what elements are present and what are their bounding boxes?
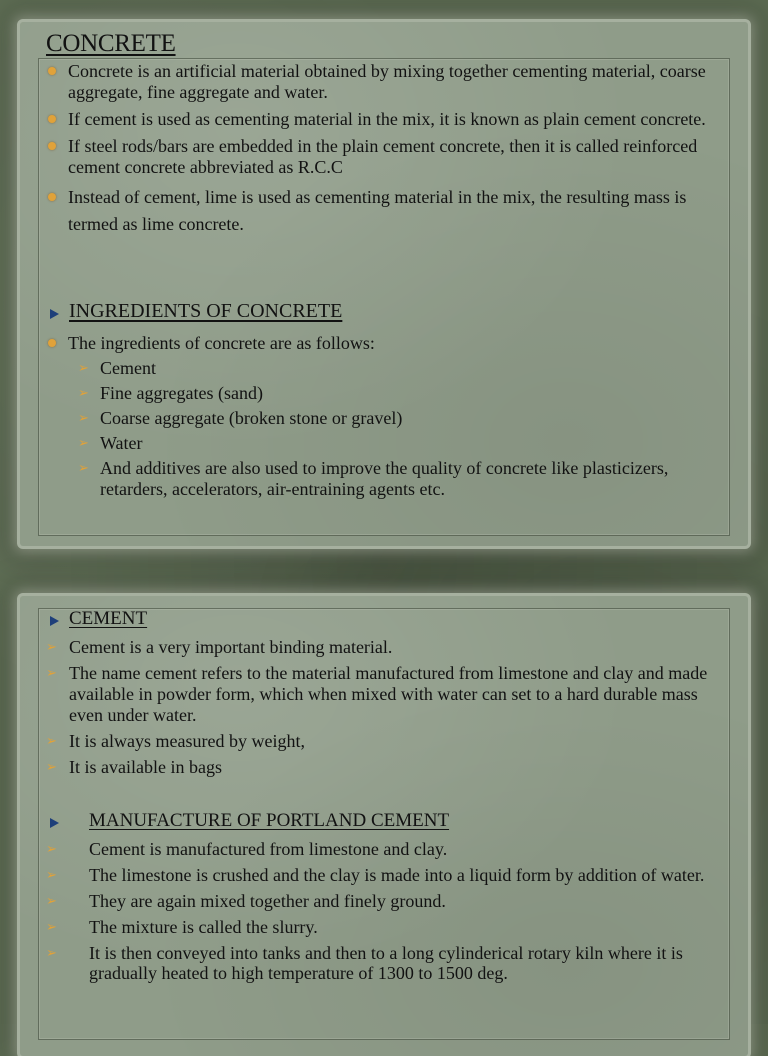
section-heading: INGREDIENTS OF CONCRETE	[69, 300, 343, 322]
arrow-bullet-icon: ➢	[78, 411, 89, 426]
blue-triangle-icon	[50, 616, 59, 626]
blue-triangle-icon	[50, 309, 59, 319]
list-item: ➢ Cement is manufactured from limestone and clay.	[46, 839, 448, 859]
orange-dot-icon	[48, 339, 56, 347]
concrete-bullets	[46, 61, 716, 238]
list-item: ➢ Cement is a very important binding material.	[46, 637, 393, 657]
list-item: ➢ The mixture is called the slurry.	[46, 917, 318, 937]
cement-heading-row	[46, 608, 716, 630]
orange-dot-icon	[48, 142, 56, 150]
arrow-bullet-icon: ➢	[46, 946, 57, 961]
manufacture-heading-row	[46, 810, 716, 832]
arrow-bullet-icon: ➢	[46, 868, 57, 883]
blue-triangle-icon	[50, 818, 59, 828]
list-item: ➢ It is always measured by weight,	[46, 731, 305, 751]
list-item: ➢ Coarse aggregate (broken stone or gravel)	[78, 408, 403, 428]
section-intro: The ingredients of concrete are as follows:	[46, 333, 738, 354]
orange-dot-icon	[48, 67, 56, 75]
list-item: ➢ Water	[78, 433, 143, 453]
arrow-bullet-icon: ➢	[78, 436, 89, 451]
list-item: ➢ Cement	[78, 358, 156, 378]
list-item: ➢ It is then conveyed into tanks and then to a long cylinderical rotary kiln where it is gradually heated to high temperature of 1300 to 1500 deg.	[46, 943, 683, 983]
arrow-bullet-icon: ➢	[78, 386, 89, 401]
list-item: ➢ The limestone is crushed and the clay is made into a liquid form by addition of water.	[46, 865, 705, 885]
list-item: If cement is used as cementing material in the mix, it is known as plain cement concrete.	[46, 109, 716, 130]
arrow-bullet-icon: ➢	[78, 461, 89, 476]
ingredients-list	[78, 358, 708, 500]
arrow-bullet-icon: ➢	[46, 894, 57, 909]
section-heading: MANUFACTURE OF PORTLAND CEMENT	[89, 810, 450, 831]
arrow-bullet-icon: ➢	[46, 666, 57, 681]
list-item: Concrete is an artificial material obtained by mixing together cementing material, coarse aggregate, fine aggregate and water.	[46, 61, 716, 103]
list-item: ➢ And additives are also used to improve the quality of concrete like plasticizers, retarders, accelerators, air-entraining agents etc.	[78, 458, 669, 499]
orange-dot-icon	[48, 115, 56, 123]
list-item: ➢ Fine aggregates (sand)	[78, 383, 263, 403]
manufacture-list	[46, 839, 716, 983]
arrow-bullet-icon: ➢	[46, 734, 57, 749]
section-heading-row	[46, 300, 716, 323]
slide-cement	[0, 586, 768, 1024]
slide-title: CONCRETE	[46, 30, 176, 57]
list-item: ➢ The name cement refers to the material manufactured from limestone and clay and made available in powder form, which when mixed with water can set to a hard durable mass even under water.	[46, 663, 708, 725]
list-item: If steel rods/bars are embedded in the plain cement concrete, then it is called reinforced cement concrete abbreviated as R.C.C	[46, 136, 716, 178]
list-item: ➢ They are again mixed together and finely ground.	[46, 891, 446, 911]
arrow-bullet-icon: ➢	[46, 640, 57, 655]
arrow-bullet-icon: ➢	[46, 842, 57, 857]
orange-dot-icon	[48, 193, 56, 201]
arrow-bullet-icon: ➢	[46, 760, 57, 775]
cement-bullets	[46, 637, 722, 778]
arrow-bullet-icon: ➢	[78, 361, 89, 376]
arrow-bullet-icon: ➢	[46, 920, 57, 935]
list-item: Instead of cement, lime is used as cementing material in the mix, the resulting mass is termed as lime concrete.	[46, 184, 716, 238]
section-heading: CEMENT	[69, 608, 148, 629]
list-item: ➢ It is available in bags	[46, 757, 222, 777]
